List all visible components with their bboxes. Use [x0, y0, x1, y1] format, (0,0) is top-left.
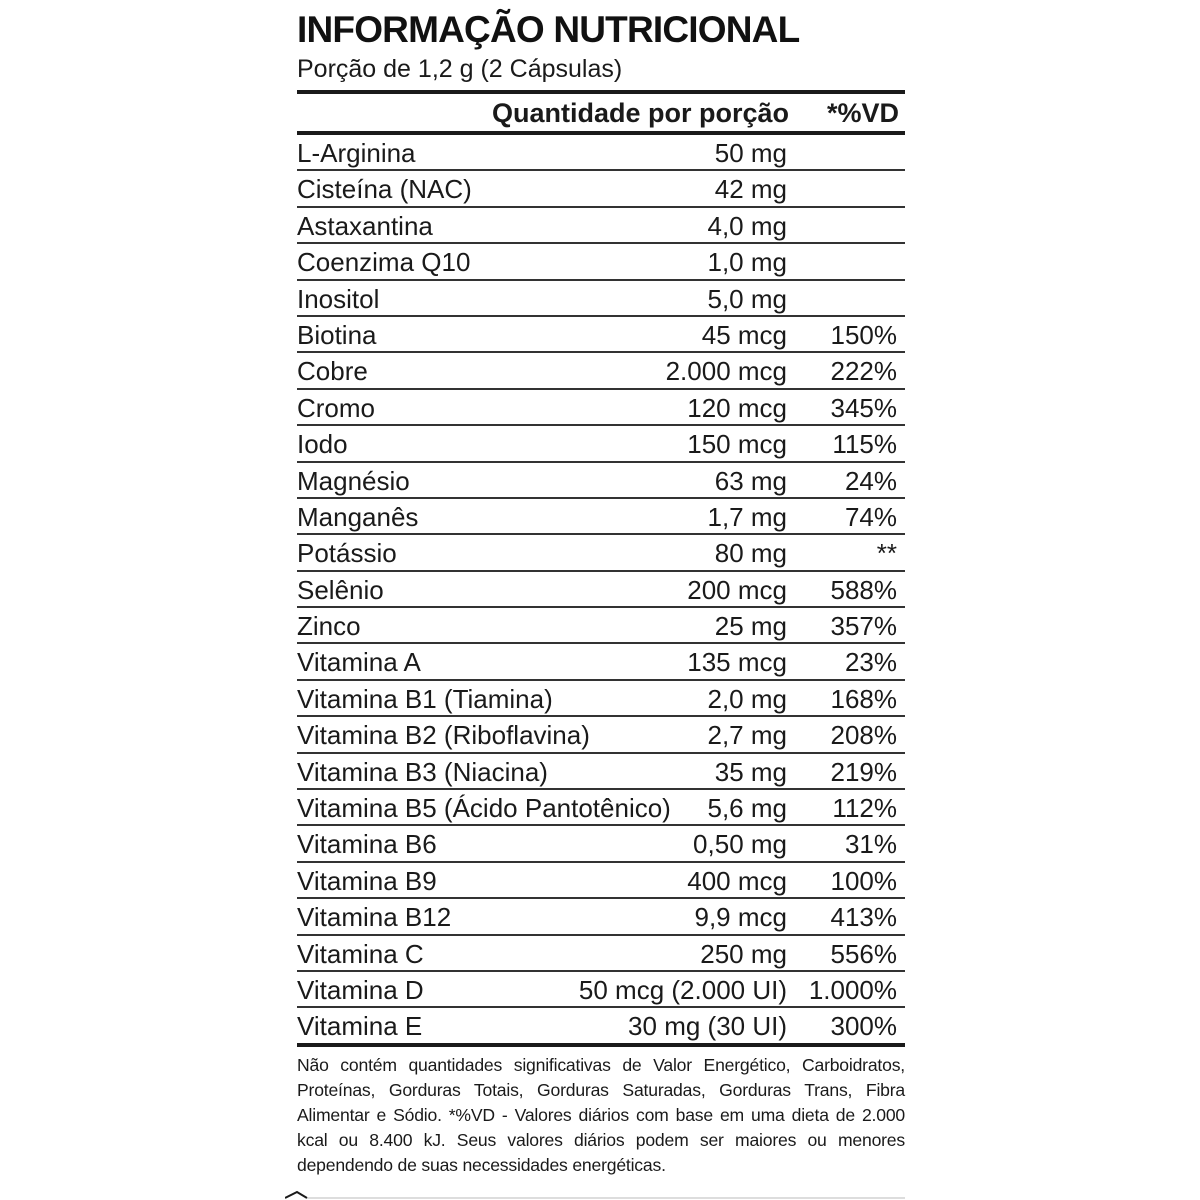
nutrient-name: Astaxantina — [297, 210, 433, 241]
nutrient-quantity: 50 mg — [714, 138, 787, 168]
table-row — [297, 826, 905, 862]
nutrient-quantity: 0,50 mg — [693, 829, 787, 860]
table-row — [297, 644, 905, 680]
table-row — [297, 572, 905, 608]
nutrient-name: Vitamina B9 — [297, 865, 437, 896]
table-row — [297, 608, 905, 644]
nutrient-quantity: 1,7 mg — [707, 501, 787, 532]
serving-size: Porção de 1,2 g (2 Cápsulas) — [297, 55, 623, 83]
header-quantity: Quantidade por porção — [491, 98, 789, 128]
cropped-edge-mark — [285, 1188, 905, 1200]
nutrient-daily-value: 1.000% — [808, 974, 897, 1005]
nutrient-quantity: 5,0 mg — [707, 283, 787, 314]
nutrient-quantity: 63 mg — [714, 465, 787, 496]
table-row — [297, 936, 905, 972]
nutrient-name: Vitamina B3 (Niacina) — [297, 756, 548, 787]
nutrient-quantity: 42 mg — [714, 174, 787, 205]
table-row — [297, 426, 905, 462]
table-row — [297, 535, 905, 571]
nutrient-daily-value: 219% — [830, 756, 897, 787]
nutrient-quantity: 9,9 mcg — [694, 902, 787, 933]
table-row — [297, 353, 905, 389]
nutrient-daily-value: 100% — [830, 865, 897, 896]
nutrient-name: Cisteína (NAC) — [297, 174, 472, 205]
nutrient-name: Potássio — [297, 538, 397, 569]
nutrient-daily-value: 31% — [844, 829, 897, 860]
table-row — [297, 390, 905, 426]
nutrient-quantity: 250 mg — [700, 938, 787, 969]
table-row — [297, 1008, 905, 1042]
nutrient-name: Vitamina B1 (Tiamina) — [297, 683, 553, 714]
nutrient-quantity: 25 mg — [714, 611, 787, 642]
table-row — [297, 208, 905, 244]
table-row — [297, 790, 905, 826]
nutrient-name: Magnésio — [297, 465, 410, 496]
nutrient-quantity: 80 mg — [714, 538, 787, 569]
footnote: Não contém quantidades significativas de Valor Energético, Carboidratos, Proteínas, Gorduras Totais, Gorduras Saturadas, Gorduras Trans, Fibra Alimentar e Sódio. *%VD - Valores diários com base em uma dieta de 2.000 kcal ou 8.400 kJ. Seus valores diários podem ser maiores ou menores dependendo de suas necessidades energéticas. — [297, 1054, 905, 1175]
nutrient-daily-value: 556% — [830, 938, 897, 969]
table-header — [297, 94, 905, 131]
nutrient-quantity: 200 mcg — [687, 574, 787, 605]
nutrient-daily-value: 150% — [830, 319, 897, 350]
table-row — [297, 171, 905, 207]
table-row — [297, 281, 905, 317]
header-daily-value: *%VD — [826, 98, 899, 128]
nutrient-quantity: 2,7 mg — [707, 720, 787, 751]
nutrient-daily-value: 345% — [830, 392, 897, 423]
nutrient-quantity: 4,0 mg — [707, 210, 787, 241]
nutrient-daily-value: 300% — [830, 1011, 897, 1042]
nutrient-quantity: 120 mcg — [687, 392, 787, 423]
nutrient-name: Coenzima Q10 — [297, 247, 471, 278]
nutrient-daily-value: 24% — [844, 465, 897, 496]
table-row — [297, 899, 905, 935]
nutrient-daily-value: 208% — [830, 720, 897, 751]
nutrient-daily-value: ** — [876, 538, 897, 569]
nutrient-daily-value: 357% — [830, 611, 897, 642]
nutrient-name: Cromo — [297, 392, 376, 423]
bottom-divider — [297, 1043, 905, 1047]
nutrient-name: Selênio — [297, 574, 384, 605]
table-row — [297, 135, 905, 171]
nutrition-facts-panel — [297, 8, 905, 1178]
nutrient-name: Zinco — [297, 611, 361, 642]
nutrient-name: Manganês — [297, 501, 419, 532]
nutrient-daily-value: 112% — [832, 793, 897, 824]
nutrient-name: Vitamina B2 (Riboflavina) — [297, 720, 590, 751]
nutrient-daily-value: 74% — [844, 501, 897, 532]
nutrient-quantity: 2.000 mcg — [665, 356, 787, 387]
table-row — [297, 863, 905, 899]
table-row — [297, 244, 905, 280]
nutrient-quantity: 2,0 mg — [707, 683, 787, 714]
nutrient-name: L-Arginina — [297, 138, 416, 168]
nutrient-name: Iodo — [297, 429, 348, 460]
nutrient-name: Vitamina C — [297, 938, 424, 969]
nutrient-daily-value: 23% — [844, 647, 897, 678]
nutrient-daily-value: 413% — [830, 902, 897, 933]
nutrient-name: Vitamina B5 (Ácido Pantotênico) — [297, 793, 671, 824]
nutrient-quantity: 35 mg — [714, 756, 787, 787]
nutrient-quantity: 30 mg (30 UI) — [628, 1011, 787, 1042]
nutrient-name: Vitamina B6 — [297, 829, 437, 860]
nutrient-daily-value: 168% — [830, 683, 897, 714]
nutrient-table — [297, 135, 905, 1043]
nutrient-name: Biotina — [297, 319, 377, 350]
nutrient-name: Vitamina A — [297, 647, 421, 678]
nutrient-name: Vitamina D — [297, 974, 424, 1005]
nutrient-name: Inositol — [297, 283, 380, 314]
nutrient-quantity: 5,6 mg — [707, 793, 787, 824]
table-row — [297, 717, 905, 753]
nutrient-daily-value: 588% — [830, 574, 897, 605]
table-row — [297, 972, 905, 1008]
nutrient-quantity: 150 mcg — [687, 429, 787, 460]
table-row — [297, 754, 905, 790]
nutrient-daily-value: 115% — [832, 429, 897, 460]
nutrient-quantity: 1,0 mg — [707, 247, 787, 278]
table-row — [297, 317, 905, 353]
nutrient-name: Vitamina E — [297, 1011, 423, 1042]
nutrient-name: Vitamina B12 — [297, 902, 452, 933]
nutrient-quantity: 135 mcg — [687, 647, 787, 678]
panel-title: INFORMAÇÃO NUTRICIONAL — [297, 9, 800, 50]
nutrient-quantity: 45 mcg — [701, 319, 787, 350]
table-row — [297, 463, 905, 499]
nutrient-quantity: 50 mcg (2.000 UI) — [578, 974, 787, 1005]
nutrient-quantity: 400 mcg — [687, 865, 787, 896]
nutrient-daily-value: 222% — [830, 356, 897, 387]
nutrient-name: Cobre — [297, 356, 368, 387]
table-row — [297, 681, 905, 717]
table-row — [297, 499, 905, 535]
